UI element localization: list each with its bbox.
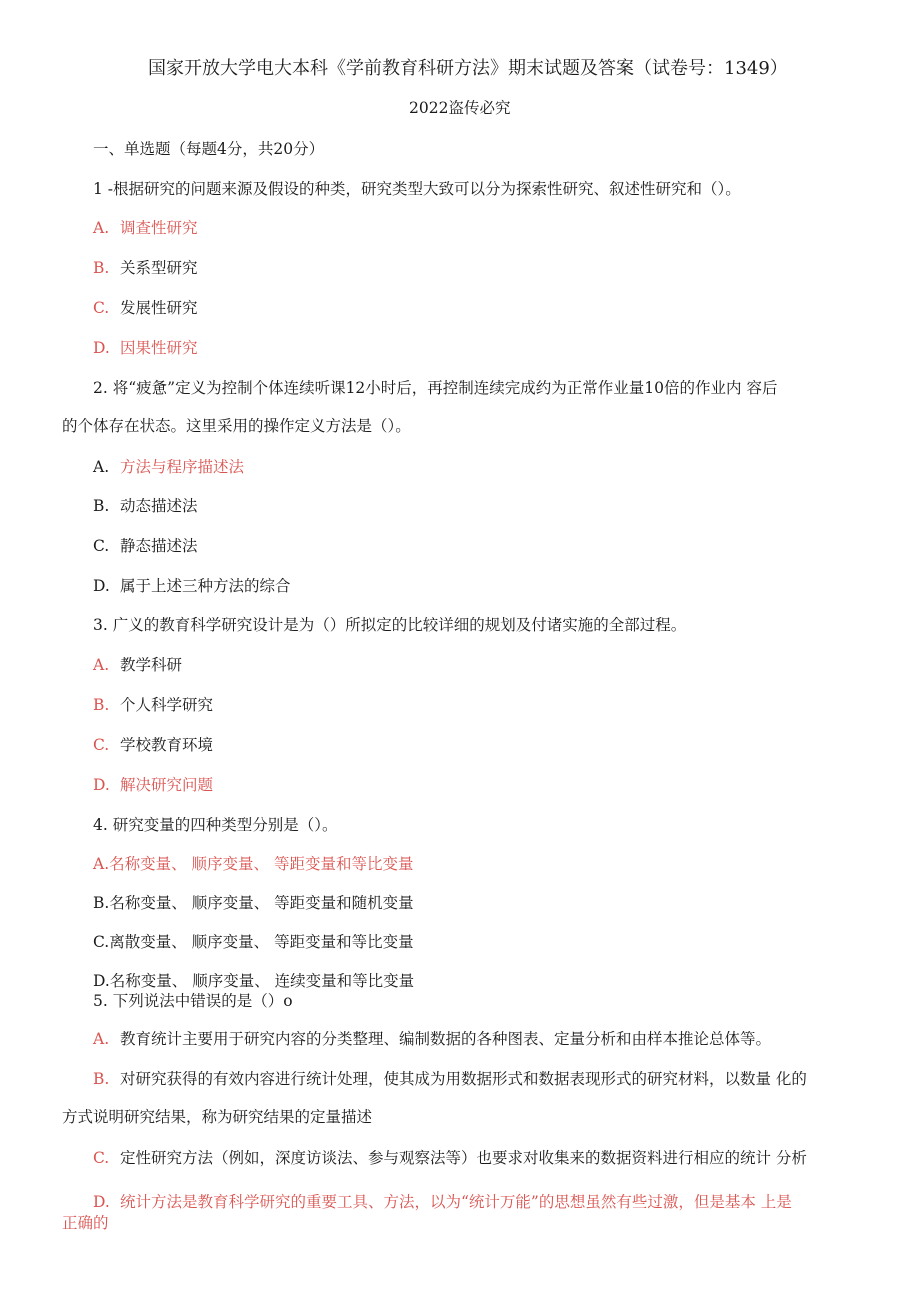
question-3-stem: 3. 广义的教育科学研究设计是为（）所拟定的比较详细的规划及付诸实施的全部过程。	[93, 616, 687, 634]
question-2-stem-line1: 2. 将“疲惫”定义为控制个体连续听课12小时后，再控制连续完成约为正常作业量10倍的作业内 容后	[93, 379, 778, 397]
q1-option-a: A. 调查性研究	[93, 219, 198, 237]
question-5-stem: 5. 下列说法中错误的是（）o	[93, 992, 293, 1010]
document-subtitle: 2022盗传必究	[409, 99, 511, 117]
q3-option-c: C. 学校教育环境	[93, 736, 214, 754]
q4-option-b: B.名称变量、 顺序变量、 等距变量和随机变量	[93, 894, 414, 912]
question-1-stem: 1 -根据研究的问题来源及假设的种类，研究类型大致可以分为探索性研究、叙述性研究和（）。	[93, 180, 741, 198]
q2-option-c: C. 静态描述法	[93, 537, 198, 555]
q5-option-d: D. 统计方法是教育科学研究的重要工具、方法，以为“统计万能”的思想虽然有些过激，但是基本 上是	[93, 1193, 792, 1211]
q1-option-d: D. 因果性研究	[93, 339, 198, 357]
q2-option-b: B. 动态描述法	[93, 497, 198, 515]
section-title: 一、单选题（每题4分，共20分）	[93, 140, 325, 158]
q5-option-b-continued: 方式说明研究结果，称为研究结果的定量描述	[62, 1108, 373, 1126]
q3-option-a: A. 教学科研	[93, 656, 183, 674]
q5-option-b: B. 对研究获得的有效内容进行统计处理，使其成为用数据形式和数据表现形式的研究材料，以数量 化的	[93, 1070, 807, 1088]
q2-option-d: D. 属于上述三种方法的综合	[93, 577, 291, 595]
q5-option-c: C. 定性研究方法（例如，深度访谈法、参与观察法等）也要求对收集来的数据资料进行相应的统计 分析	[93, 1149, 807, 1167]
q1-option-b: B. 关系型研究	[93, 259, 198, 277]
q4-option-c: C.离散变量、 顺序变量、 等距变量和等比变量	[93, 933, 414, 951]
q5-option-a: A. 教育统计主要用于研究内容的分类整理、编制数据的各种图表、定量分析和由样本推论总体等。	[93, 1030, 772, 1048]
question-4-stem: 4. 研究变量的四种类型分别是（）。	[93, 816, 338, 834]
q5-option-d-continued: 正确的	[62, 1214, 109, 1232]
document-title: 国家开放大学电大本科《学前教育科研方法》期末试题及答案（试卷号：1349）	[148, 58, 788, 79]
q3-option-d: D. 解决研究问题	[93, 776, 214, 794]
question-2-stem-line2: 的个体存在状态。这里采用的操作定义方法是（）。	[62, 417, 411, 435]
q1-option-c: C. 发展性研究	[93, 299, 198, 317]
q4-option-d: D.名称变量、 顺序变量、 连续变量和等比变量	[93, 972, 415, 990]
q4-option-a: A.名称变量、 顺序变量、 等距变量和等比变量	[93, 855, 414, 873]
q2-option-a: A. 方法与程序描述法	[93, 458, 245, 476]
q3-option-b: B. 个人科学研究	[93, 696, 214, 714]
